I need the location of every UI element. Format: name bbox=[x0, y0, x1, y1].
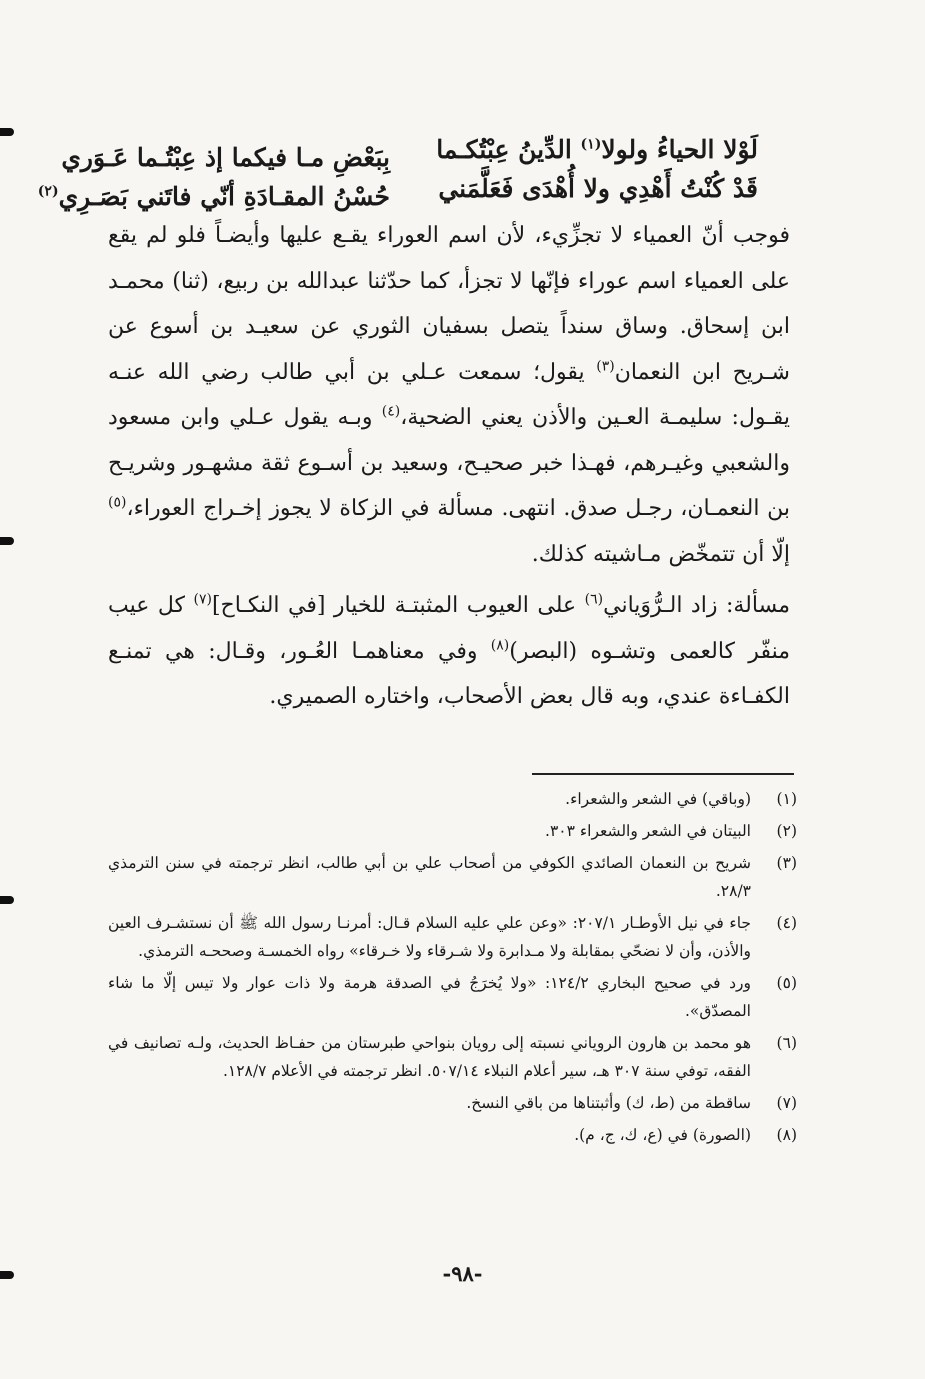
main-text bbox=[108, 213, 790, 577]
verse-2-left-hemistich: حُسْنُ المقـادَةِ أنّي فاتَني بَصَـرِي$^{(٢)}$ bbox=[37, 182, 390, 211]
margin-mark bbox=[0, 896, 14, 904]
footnote-1: (١) (وباقي) في الشعر والشعراء. bbox=[565, 790, 797, 808]
footnote-3: (٣) شريح بن النعمان الصائدي الكوفي من أصحاب علي بن أبي طالب، انظر ترجمته في سنن الترمذي ٢٨/٣. bbox=[108, 854, 797, 900]
margin-mark bbox=[0, 537, 14, 545]
margin-mark bbox=[0, 128, 14, 136]
footnote-4: (٤) جاء في نيل الأوطـار ٢٠٧/١: «وعن علي عليه السلام قـال: أمرنـا رسول الله ﷺ أن نستشـرف العين والأذن، وأن لا نضحّي بمقابلة ولا مـدابرة ولا شـرقاء ولا خـرقاء» رواه الخمسـة وصححـه الترمذي. bbox=[108, 914, 797, 960]
verse-1-right-hemistich: لَوْلا الحياءُ ولولا$^{(١)}$ الدِّينُ عِبْتُكـما bbox=[436, 135, 758, 164]
footnote-2: (٢) البيتان في الشعر والشعراء ٣٠٣. bbox=[545, 822, 797, 840]
verse-1-left-hemistich: بِبَعْضِ مـا فيكما إذ عِبْتُـما عَـوَري bbox=[61, 143, 390, 172]
paragraph-2: مسألة: زاد الـرُّوَياني$^{(٦)}$ على العيوب المثبتـة للخيار [في النكـاح]$^{(٧)}$ كل عيب منفّر كالعمى وتشـوه (البصر)$^{(٨)}$ وفي معناهمـا العُـور، وقـال: هي تمنـع الكفـاءة عندي، وبه قال بعض الأصحاب، واختاره الصميري. bbox=[108, 591, 790, 709]
paragraph-1: فوجب أنّ العمياء لا تجزِّيء، لأن اسم العوراء يقـع عليها وأيضـاً فلو لم يقع على العمياء اسم عوراء فإنّها لا تجزأ، كما حدّثنا عبدالله بن ربيع، (ثنا) محمـد ابن إسحاق. وساق سنداً يتصل بسفيان الثوري عن سعيـد بن أسوع عن شـريح ابن النعمان$^{(٣)}$ يقول؛ سمعت عـلي بن أبي طالب رضي الله عنـه يقـول: سليمـة العـين والأذن يعني الضحية،$^{(٤)}$ وبـه يقول عـلي وابن مسعود والشعبي وغيـرهم، فهـذا خبر صحيـح، وسعيد بن أسـوع ثقة مشهـور وشريـح بن النعمـان، رجـل صدق. انتهى. مسألة في الزكاة لا يجوز إخـراج العوراء،$^{(٥)}$ إلّا أن تتمخّض مـاشيته كذلك. bbox=[108, 223, 790, 567]
footnote-5: (٥) ورد في صحيح البخاري ١٢٤/٢: «ولا يُخرَجُ في الصدقة هرمة ولا ذات عوار ولا تيس إلّا ما شاء المصدّق». bbox=[108, 974, 797, 1020]
footnotes bbox=[108, 785, 797, 1153]
page-number: -٩٨- bbox=[442, 1261, 483, 1286]
verse-2-right-hemistich: قَدْ كُنْتُ أَهْدِي ولا أُهْدَى فَعَلَّمَني bbox=[438, 174, 758, 203]
footnote-separator bbox=[532, 773, 794, 775]
footnote-8: (٨) (الصورة) في (ع، ك، ج، م). bbox=[574, 1126, 797, 1144]
main-text-2 bbox=[108, 583, 790, 720]
footnote-6: (٦) هو محمد بن هارون الروياني نسبته إلى رويان بنواحي طبرستان من حفـاظ الحديث، ولـه تصانيف في الفقه، توفي سنة ٣٠٧ هـ، سير أعلام النبلاء ٥٠٧/١٤. انظر ترجمته في الأعلام ١٢٨/٧. bbox=[108, 1034, 797, 1080]
footnote-7: (٧) ساقطة من (ط، ك) وأثبتناها من باقي النسخ. bbox=[466, 1094, 797, 1112]
